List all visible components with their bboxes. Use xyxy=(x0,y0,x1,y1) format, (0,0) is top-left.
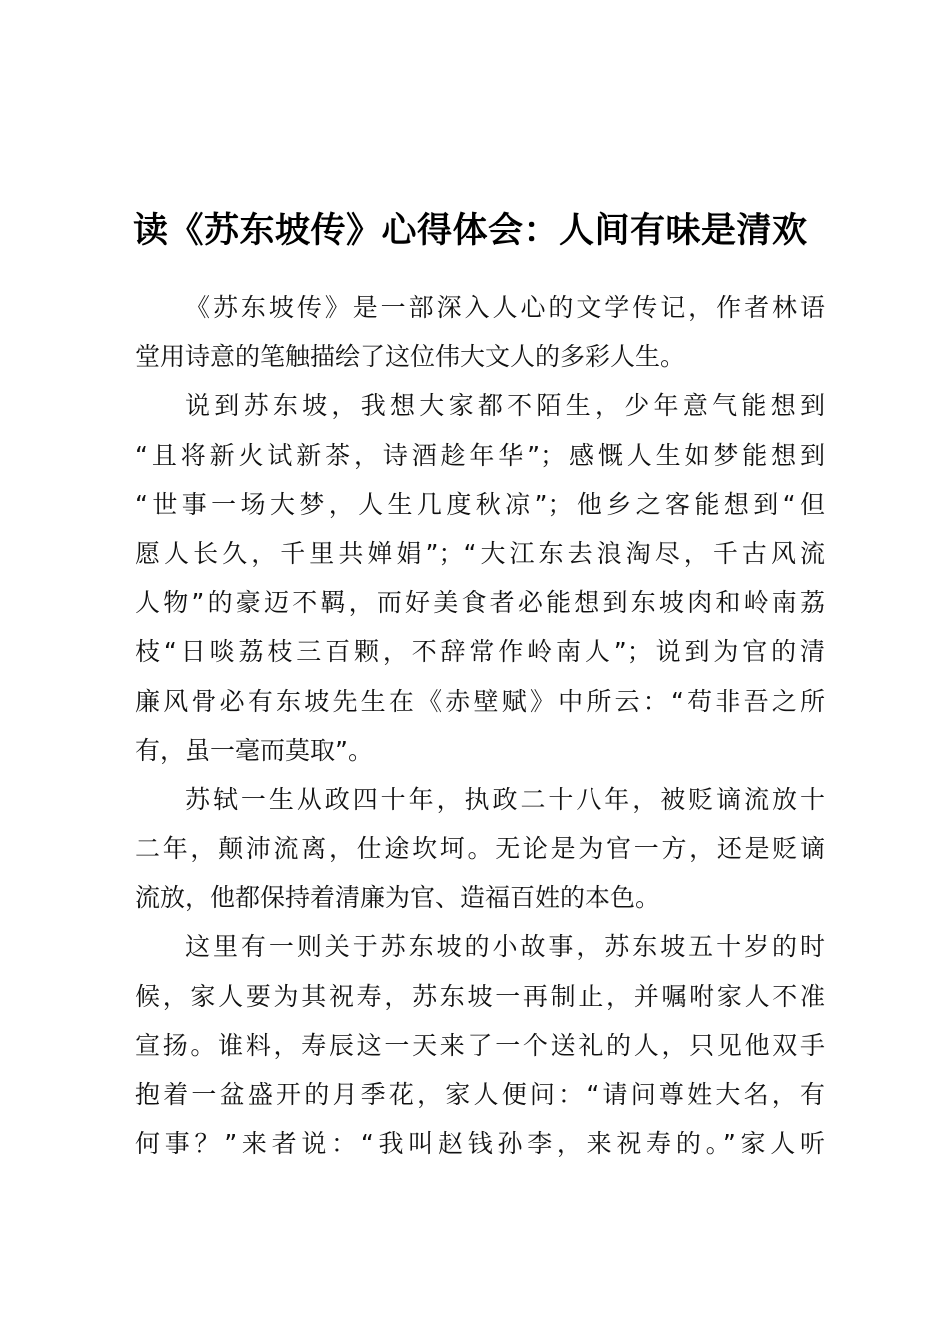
text-line: 苏轼一生从政四十年，执政二十八年，被贬谪流放十 xyxy=(185,784,825,814)
text-line: 说到苏东坡，我想大家都不陌生，少年意气能想到 xyxy=(185,391,825,421)
text-line: “世事一场大梦，人生几度秋凉”；他乡之客能想到“但 xyxy=(135,489,825,519)
text-line: 愿人长久，千里共婵娟”；“大江东去浪淘尽，千古风流 xyxy=(135,538,825,568)
text-line: 抱着一盆盛开的月季花，家人便问：“请问尊姓大名，有 xyxy=(135,1080,825,1109)
text-line: 《苏东坡传》是一部深入人心的文学传记，作者林语 xyxy=(185,293,825,322)
text-line: 枝“日啖荔枝三百颗，不辞常作岭南人”；说到为官的清 xyxy=(135,637,825,667)
text-line: 堂用诗意的笔触描绘了这位伟大文人的多彩人生。 xyxy=(135,342,686,372)
document-title: 读《苏东坡传》心得体会：人间有味是清欢 xyxy=(133,211,808,251)
text-line: 候，家人要为其祝寿，苏东坡一再制止，并嘱咐家人不准 xyxy=(135,981,825,1011)
text-line: “且将新火试新茶，诗酒趁年华”；感慨人生如梦能想到 xyxy=(135,440,825,470)
paragraph-1 xyxy=(135,283,825,381)
text-line: 何事？”来者说：“我叫赵钱孙李，来祝寿的。”家人听 xyxy=(135,1129,825,1159)
text-line: 有，虽一毫而莫取”。 xyxy=(135,735,373,765)
text-line: 人物”的豪迈不羁，而好美食者必能想到东坡肉和岭南荔 xyxy=(135,588,825,618)
paragraph-4 xyxy=(135,922,825,1168)
document-body xyxy=(135,283,825,1168)
text-line: 廉风骨必有东坡先生在《赤壁赋》中所云：“苟非吾之所 xyxy=(135,686,825,716)
text-line: 宣扬。谁料，寿辰这一天来了一个送礼的人，只见他双手 xyxy=(135,1030,825,1060)
text-line: 二年，颠沛流离，仕途坎坷。无论是为官一方，还是贬谪 xyxy=(135,834,825,864)
text-line: 流放，他都保持着清廉为官、造福百姓的本色。 xyxy=(135,883,661,913)
paragraph-2 xyxy=(135,381,825,775)
paragraph-3 xyxy=(135,775,825,923)
text-line: 这里有一则关于苏东坡的小故事，苏东坡五十岁的时 xyxy=(185,932,825,962)
